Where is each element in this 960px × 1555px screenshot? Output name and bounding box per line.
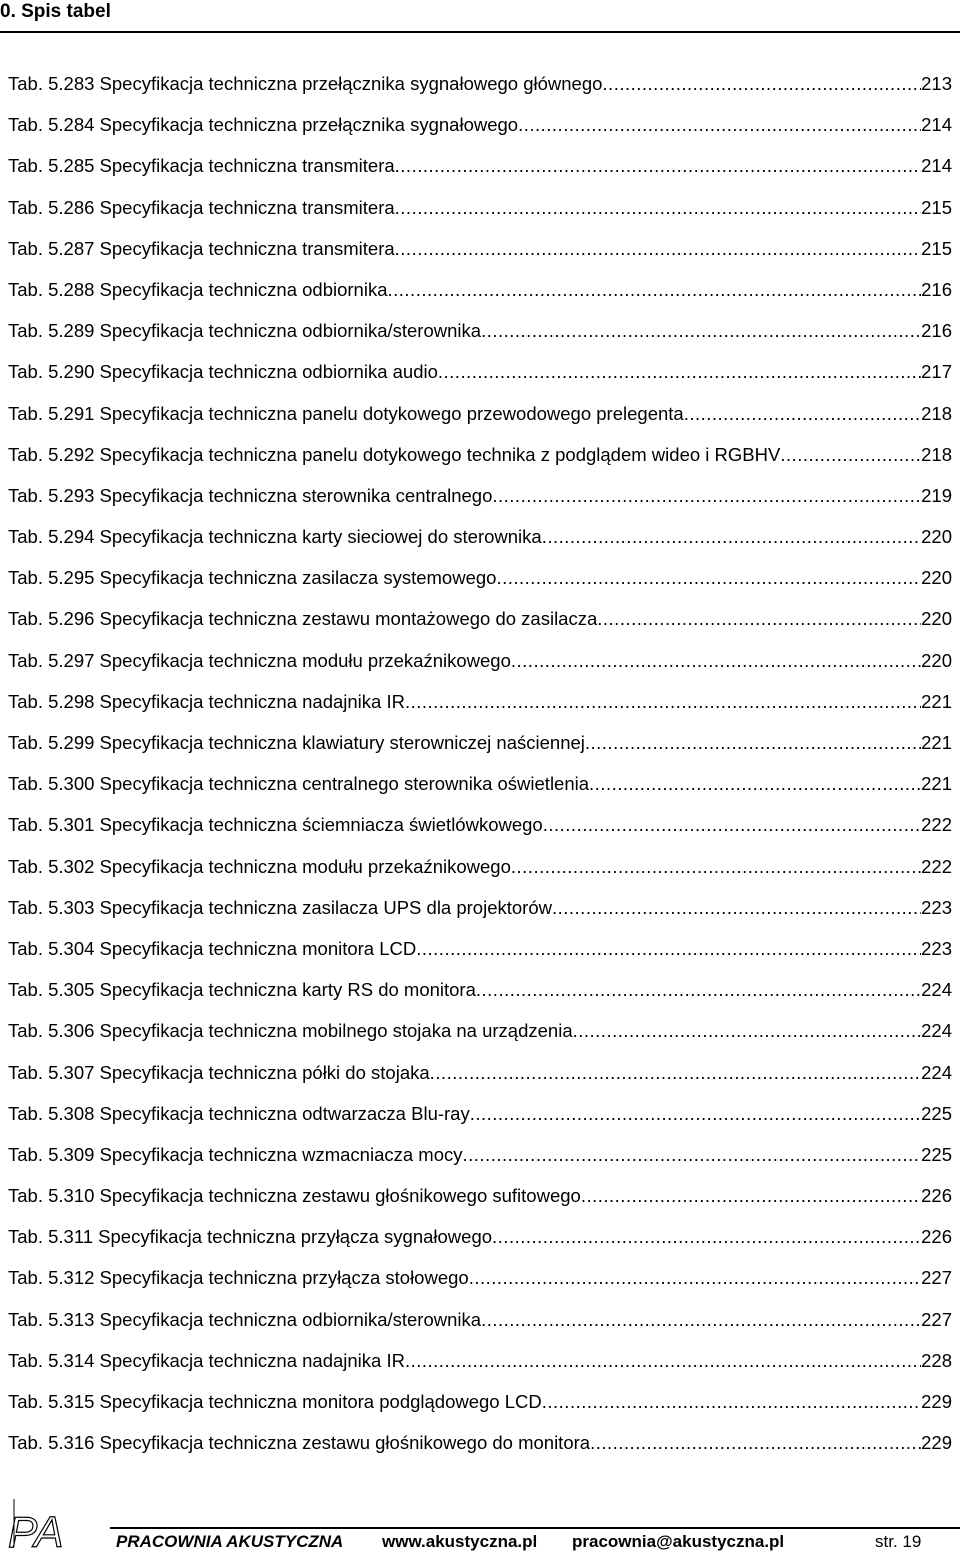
- toc-entry[interactable]: [8, 1387, 952, 1428]
- toc-entry-label: Tab. 5.286 Specyfikacja techniczna transmitera: [8, 196, 395, 218]
- footer-company: PRACOWNIA AKUSTYCZNA: [116, 1532, 344, 1551]
- toc-leader-dots: [438, 357, 921, 387]
- toc-entry-page: 214: [921, 114, 952, 136]
- toc-entry-label: Tab. 5.300 Specyfikacja techniczna centralnego sterownika oświetlenia: [8, 773, 590, 795]
- toc-entry-label: Tab. 5.308 Specyfikacja techniczna odtwarzacza Blu-ray: [8, 1102, 470, 1124]
- toc-entry[interactable]: [8, 481, 952, 522]
- header-divider: [0, 31, 960, 33]
- toc-entry-label: Tab. 5.299 Specyfikacja techniczna klawiatury sterowniczej naściennej: [8, 732, 585, 753]
- toc-entry[interactable]: [8, 316, 952, 357]
- toc-entry-page: 223: [921, 896, 952, 918]
- toc-leader-dots: [388, 275, 922, 305]
- toc-entry-page: 219: [921, 484, 952, 506]
- toc-entry-label: Tab. 5.305 Specyfikacja techniczna karty RS do monitora: [8, 979, 476, 1001]
- toc-entry-label: Tab. 5.301 Specyfikacja techniczna ściemniacza świetlówkowego: [8, 814, 543, 836]
- toc-entry-page: 220: [921, 567, 952, 589]
- toc-leader-dots: [395, 151, 921, 181]
- toc-entry[interactable]: [8, 769, 952, 810]
- toc-leader-dots: [518, 110, 921, 140]
- toc-entry-page: 218: [921, 443, 952, 465]
- toc-entry-label: Tab. 5.289 Specyfikacja techniczna odbiornika/sterownika: [8, 320, 482, 342]
- toc-leader-dots: [481, 316, 921, 346]
- toc-entry-label: Tab. 5.313 Specyfikacja techniczna odbiornika/sterownika: [8, 1308, 482, 1330]
- toc-leader-dots: [585, 728, 921, 758]
- toc-leader-dots: [395, 193, 921, 223]
- toc-entry[interactable]: [8, 1305, 952, 1346]
- toc-entry[interactable]: [8, 1140, 952, 1181]
- footer-email[interactable]: pracownia@akustyczna.pl: [572, 1532, 785, 1551]
- toc-entry-label: Tab. 5.298 Specyfikacja techniczna nadajnika IR: [8, 690, 405, 712]
- toc-entry-label: Tab. 5.293 Specyfikacja techniczna sterownika centralnego: [8, 484, 493, 506]
- toc-entry-page: 226: [921, 1185, 952, 1207]
- toc-entry[interactable]: [8, 1222, 952, 1263]
- toc-entry-page: 229: [921, 1391, 952, 1412]
- toc-leader-dots: [684, 399, 921, 429]
- toc-entry-label: Tab. 5.302 Specyfikacja techniczna modułu przekaźnikowego: [8, 855, 511, 877]
- toc-entry[interactable]: [8, 357, 952, 398]
- toc-entry-page: 220: [921, 526, 952, 548]
- footer-website[interactable]: www.akustyczna.pl: [382, 1532, 538, 1551]
- page-footer: [0, 1531, 960, 1553]
- toc-leader-dots: [395, 234, 921, 264]
- toc-leader-dots: [492, 481, 921, 511]
- toc-entry-page: 224: [921, 1020, 952, 1042]
- toc-leader-dots: [496, 563, 921, 593]
- toc-entry-label: Tab. 5.310 Specyfikacja techniczna zestawu głośnikowego sufitowego: [8, 1185, 581, 1207]
- toc-entry[interactable]: [8, 975, 952, 1016]
- toc-leader-dots: [590, 1428, 921, 1458]
- toc-entry-page: 227: [921, 1267, 952, 1289]
- toc-leader-dots: [511, 852, 921, 882]
- toc-entry[interactable]: [8, 1346, 952, 1387]
- toc-entry[interactable]: [8, 646, 952, 687]
- toc-entry-label: Tab. 5.296 Specyfikacja techniczna zestawu montażowego do zasilacza: [8, 608, 598, 630]
- toc-entry-label: Tab. 5.285 Specyfikacja techniczna transmitera: [8, 155, 395, 177]
- toc-entry-label: Tab. 5.290 Specyfikacja techniczna odbiornika audio: [8, 361, 438, 383]
- toc-leader-dots: [573, 1016, 922, 1046]
- toc-entry-label: Tab. 5.316 Specyfikacja techniczna zestawu głośnikowego do monitora: [8, 1432, 591, 1454]
- toc-leader-dots: [470, 1099, 921, 1129]
- toc-leader-dots: [405, 687, 921, 717]
- toc-entry-label: Tab. 5.306 Specyfikacja techniczna mobilnego stojaka na urządzenia: [8, 1020, 573, 1042]
- page-number: str. 19: [875, 1532, 922, 1551]
- toc-entry-label: Tab. 5.311 Specyfikacja techniczna przyłącza sygnałowego: [8, 1226, 493, 1248]
- toc-leader-dots: [430, 1058, 921, 1088]
- toc-entry[interactable]: [8, 893, 952, 934]
- toc-entry-page: 218: [921, 402, 952, 424]
- toc-entry-label: Tab. 5.304 Specyfikacja techniczna monitora LCD: [8, 937, 417, 959]
- toc-entry-page: 223: [921, 937, 952, 959]
- toc-entry-label: Tab. 5.309 Specyfikacja techniczna wzmacniacza mocy: [8, 1143, 463, 1165]
- toc-entry-page: 225: [921, 1143, 952, 1165]
- toc-entry[interactable]: [8, 728, 952, 769]
- toc-entry-page: 220: [921, 608, 952, 630]
- toc-entry[interactable]: [8, 151, 952, 192]
- toc-entry-page: 221: [921, 732, 952, 753]
- toc-entry-label: Tab. 5.284 Specyfikacja techniczna przełącznika sygnałowego: [8, 114, 519, 136]
- toc-entry-label: Tab. 5.294 Specyfikacja techniczna karty sieciowej do sterownika: [8, 526, 542, 548]
- toc-entry-label: Tab. 5.312 Specyfikacja techniczna przyłącza stołowego: [8, 1267, 469, 1289]
- toc-leader-dots: [463, 1140, 922, 1170]
- toc-entry-page: 221: [921, 690, 952, 712]
- toc-entry[interactable]: [8, 234, 952, 275]
- toc-entry-label: Tab. 5.303 Specyfikacja techniczna zasilacza UPS dla projektorów: [8, 896, 552, 918]
- toc-entry-page: 217: [921, 361, 952, 383]
- toc-leader-dots: [416, 934, 921, 964]
- toc-entry[interactable]: [8, 687, 952, 728]
- toc-entry-page: 227: [921, 1308, 952, 1330]
- toc-entry[interactable]: [8, 934, 952, 975]
- page-title: 0. Spis tabel: [0, 1, 111, 22]
- toc-entry-page: 228: [921, 1349, 952, 1371]
- toc-entry-page: 214: [921, 155, 952, 177]
- toc-entry-page: 224: [921, 1061, 952, 1083]
- toc-entry[interactable]: [8, 852, 952, 893]
- toc-leader-dots: [476, 975, 921, 1005]
- toc-leader-dots: [469, 1263, 921, 1293]
- toc-entry-label: Tab. 5.287 Specyfikacja techniczna transmitera: [8, 237, 395, 259]
- toc-entry-page: 216: [921, 320, 952, 342]
- toc-leader-dots: [405, 1346, 921, 1376]
- toc-leader-dots: [511, 646, 921, 676]
- toc-entry-label: Tab. 5.314 Specyfikacja techniczna nadajnika IR: [8, 1349, 405, 1371]
- toc-leader-dots: [780, 440, 921, 470]
- toc-entry-page: 222: [921, 855, 952, 877]
- footer-divider: [110, 1527, 960, 1529]
- toc-entry[interactable]: [8, 193, 952, 234]
- toc-entry[interactable]: [8, 1016, 952, 1057]
- toc-entry[interactable]: [8, 399, 952, 440]
- toc-entry-label: Tab. 5.307 Specyfikacja techniczna półki do stojaka: [8, 1061, 430, 1083]
- toc-entry-page: 220: [921, 649, 952, 671]
- toc-entry[interactable]: [8, 110, 952, 151]
- toc-entry-page: 226: [921, 1226, 952, 1248]
- toc-entry-label: Tab. 5.291 Specyfikacja techniczna panelu dotykowego przewodowego prelegenta: [8, 402, 684, 424]
- toc-entry-page: 216: [921, 278, 952, 300]
- table-of-contents: [8, 69, 952, 1469]
- toc-entry-label: Tab. 5.292 Specyfikacja techniczna panelu dotykowego technika z podglądem wideo i RGBHV: [8, 443, 781, 465]
- toc-entry-page: 225: [921, 1102, 952, 1124]
- toc-leader-dots: [602, 69, 921, 99]
- toc-leader-dots: [543, 810, 921, 840]
- toc-entry[interactable]: [8, 275, 952, 316]
- toc-entry[interactable]: [8, 522, 952, 563]
- toc-entry-page: 213: [921, 73, 952, 94]
- toc-entry-label: Tab. 5.295 Specyfikacja techniczna zasilacza systemowego: [8, 567, 497, 589]
- toc-leader-dots: [597, 604, 921, 634]
- svg-text:PA: PA: [8, 1508, 64, 1551]
- toc-leader-dots: [492, 1222, 921, 1252]
- toc-entry[interactable]: [8, 604, 952, 645]
- toc-leader-dots: [542, 1387, 921, 1417]
- toc-entry-label: Tab. 5.288 Specyfikacja techniczna odbiornika: [8, 278, 388, 300]
- toc-leader-dots: [589, 769, 921, 799]
- toc-leader-dots: [481, 1305, 921, 1335]
- toc-leader-dots: [552, 893, 921, 923]
- toc-entry[interactable]: [8, 1263, 952, 1304]
- toc-entry-page: 222: [921, 814, 952, 836]
- toc-entry[interactable]: [8, 1428, 952, 1469]
- toc-entry[interactable]: [8, 1099, 952, 1140]
- toc-entry-page: 229: [921, 1432, 952, 1454]
- toc-entry-label: Tab. 5.283 Specyfikacja techniczna przełącznika sygnałowego głównego: [8, 73, 603, 94]
- toc-entry[interactable]: [8, 440, 952, 481]
- toc-leader-dots: [542, 522, 921, 552]
- toc-entry-page: 221: [921, 773, 952, 795]
- toc-entry[interactable]: [8, 810, 952, 851]
- toc-entry-page: 215: [921, 237, 952, 259]
- toc-entry-label: Tab. 5.315 Specyfikacja techniczna monitora podglądowego LCD: [8, 1391, 542, 1412]
- toc-entry-label: Tab. 5.297 Specyfikacja techniczna modułu przekaźnikowego: [8, 649, 511, 671]
- toc-entry-page: 215: [921, 196, 952, 218]
- toc-entry-page: 224: [921, 979, 952, 1001]
- toc-leader-dots: [581, 1181, 921, 1211]
- toc-entry[interactable]: [8, 1058, 952, 1099]
- toc-entry[interactable]: [8, 69, 952, 110]
- toc-entry[interactable]: [8, 1181, 952, 1222]
- toc-entry[interactable]: [8, 563, 952, 604]
